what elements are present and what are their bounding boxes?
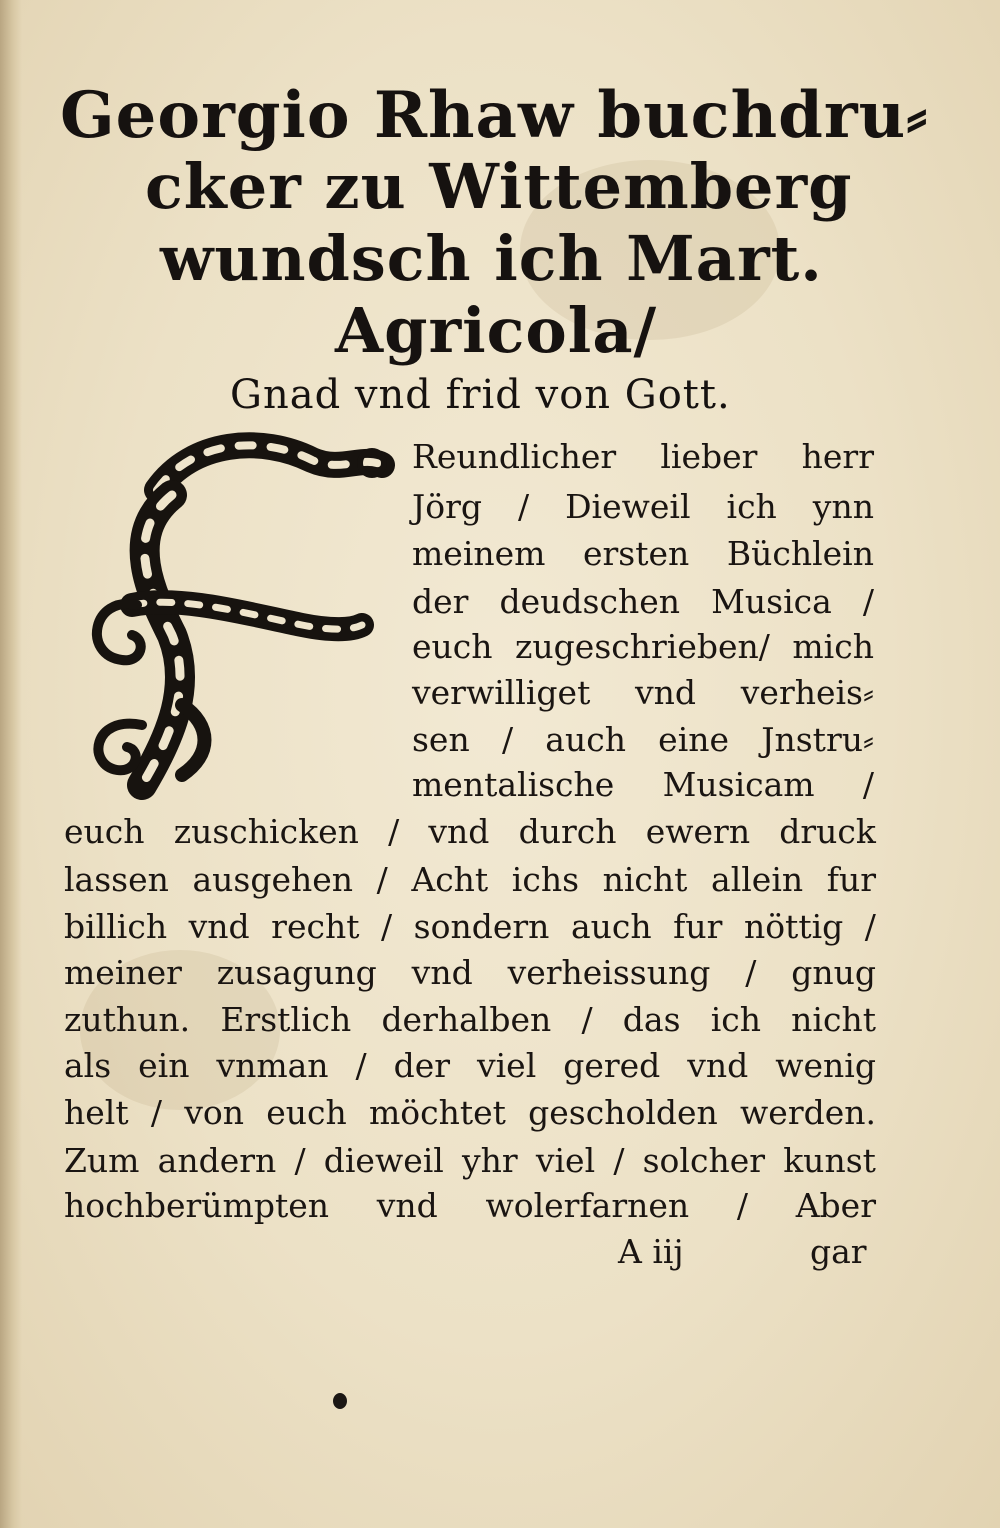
- word: lieber: [660, 437, 758, 476]
- word: ewern: [645, 812, 751, 851]
- word: verheis⸗: [740, 673, 874, 712]
- word: eine: [658, 720, 730, 759]
- word: als: [64, 1046, 112, 1085]
- text-line-6: [412, 673, 874, 713]
- text-line-12: [64, 953, 876, 993]
- word: /: [613, 1141, 625, 1180]
- text-line-10: [64, 860, 876, 900]
- word: /: [294, 1141, 306, 1180]
- word: solcher: [642, 1141, 766, 1180]
- word: nicht: [602, 860, 688, 899]
- word: vnd: [635, 673, 697, 712]
- word: vnd: [376, 1186, 438, 1225]
- word: vnd: [428, 812, 490, 851]
- word: gered: [563, 1046, 661, 1085]
- word: vnd: [411, 953, 473, 992]
- word: /: [862, 582, 874, 621]
- word: /: [517, 487, 530, 526]
- word: /: [388, 812, 400, 851]
- word: ich: [710, 1000, 761, 1039]
- word: verheissung: [507, 953, 711, 992]
- word: andern: [157, 1141, 277, 1180]
- word: viel: [535, 1141, 596, 1180]
- word: auch: [545, 720, 626, 759]
- word: euch: [64, 812, 145, 851]
- word: vnd: [687, 1046, 749, 1085]
- word: /: [376, 860, 388, 899]
- text-line-11: [64, 907, 876, 947]
- word: Jnstru⸗: [761, 720, 874, 759]
- heading-line-2: cker zu Wittemberg: [145, 150, 853, 223]
- word: /: [581, 1000, 593, 1039]
- word: ich: [726, 487, 777, 526]
- word: fur: [826, 860, 876, 899]
- word: möchtet: [368, 1093, 506, 1132]
- ribbon-initial-graphic: [62, 425, 402, 805]
- word: der: [393, 1046, 451, 1085]
- text-line-14: [64, 1046, 876, 1086]
- word: nicht: [791, 1000, 876, 1039]
- word: werden.: [740, 1093, 876, 1132]
- word: vnman: [216, 1046, 329, 1085]
- word: euch: [412, 627, 493, 666]
- word: ersten: [583, 534, 690, 573]
- word: allein: [711, 860, 804, 899]
- word: fur: [673, 907, 723, 946]
- word: Büchlein: [726, 534, 874, 573]
- word: ynn: [812, 487, 874, 526]
- text-line-1: [412, 437, 874, 477]
- word: vnd: [188, 907, 250, 946]
- word: auch: [570, 907, 652, 946]
- word: herr: [801, 437, 874, 476]
- word: von: [184, 1093, 244, 1132]
- word: Musica: [711, 582, 832, 621]
- text-line-16: [64, 1141, 876, 1181]
- greeting-line: Gnad vnd frid von Gott.: [230, 372, 731, 418]
- word: /: [745, 953, 757, 992]
- word: gnug: [791, 953, 876, 992]
- word: derhalben: [381, 1000, 552, 1039]
- page-gutter: [0, 0, 22, 1528]
- word: viel: [476, 1046, 537, 1085]
- text-line-13: [64, 1000, 876, 1040]
- decorated-initial-f: [62, 425, 402, 805]
- word: Zum: [64, 1141, 140, 1180]
- word: ichs: [511, 860, 580, 899]
- word: Aber: [795, 1186, 876, 1225]
- heading-line-4: Agricola/: [335, 294, 658, 367]
- word: der: [412, 582, 469, 621]
- word: Acht: [411, 860, 489, 899]
- text-line-15: [64, 1093, 876, 1133]
- word: /: [864, 907, 876, 946]
- ink-dot: [333, 1393, 347, 1409]
- word: /: [381, 907, 393, 946]
- text-line-8: [412, 765, 874, 805]
- catchword: gar: [810, 1232, 867, 1271]
- word: deudschen: [499, 582, 681, 621]
- word: meiner: [64, 953, 182, 992]
- word: ein: [138, 1046, 190, 1085]
- signature-mark: A iij: [618, 1232, 684, 1271]
- word: mentalische: [412, 765, 615, 804]
- word: zugeschrieben/: [515, 627, 770, 666]
- word: billich: [64, 907, 168, 946]
- heading-line-1: Georgio Rhaw buchdru⸗: [60, 78, 929, 153]
- word: druck: [779, 812, 876, 851]
- word: kunst: [783, 1141, 876, 1180]
- word: recht: [271, 907, 360, 946]
- word: /: [501, 720, 514, 759]
- heading-line-3: wundsch ich Mart.: [160, 222, 823, 295]
- word: /: [736, 1186, 748, 1225]
- word: das: [622, 1000, 681, 1039]
- word: dieweil: [323, 1141, 444, 1180]
- word: /: [862, 765, 874, 804]
- word: hochberümpten: [64, 1186, 329, 1225]
- text-line-17: [64, 1186, 876, 1226]
- word: Reundlicher: [412, 437, 617, 476]
- word: Erstlich: [220, 1000, 352, 1039]
- word: zuschicken: [173, 812, 359, 851]
- word: Jörg: [412, 487, 482, 526]
- word: yhr: [462, 1141, 518, 1180]
- word: meinem: [412, 534, 546, 573]
- word: mich: [792, 627, 874, 666]
- word: Dieweil: [565, 487, 691, 526]
- word: helt: [64, 1093, 129, 1132]
- word: /: [355, 1046, 367, 1085]
- text-line-5: [412, 627, 874, 667]
- word: durch: [518, 812, 617, 851]
- word: lassen: [64, 860, 169, 899]
- word: gescholden: [528, 1093, 718, 1132]
- word: nöttig: [743, 907, 844, 946]
- word: sen: [412, 720, 470, 759]
- word: ausgehen: [192, 860, 354, 899]
- text-line-2: [412, 487, 874, 527]
- word: verwilliget: [412, 673, 591, 712]
- word: wolerfarnen: [485, 1186, 690, 1225]
- word: zusagung: [216, 953, 377, 992]
- text-line-7: [412, 720, 874, 760]
- text-line-9: [64, 812, 876, 852]
- word: wenig: [775, 1046, 876, 1085]
- text-line-3: [412, 534, 874, 574]
- word: sondern: [413, 907, 550, 946]
- word: Musicam: [662, 765, 815, 804]
- text-line-4: [412, 582, 874, 622]
- word: zuthun.: [64, 1000, 191, 1039]
- word: euch: [266, 1093, 347, 1132]
- word: /: [150, 1093, 162, 1132]
